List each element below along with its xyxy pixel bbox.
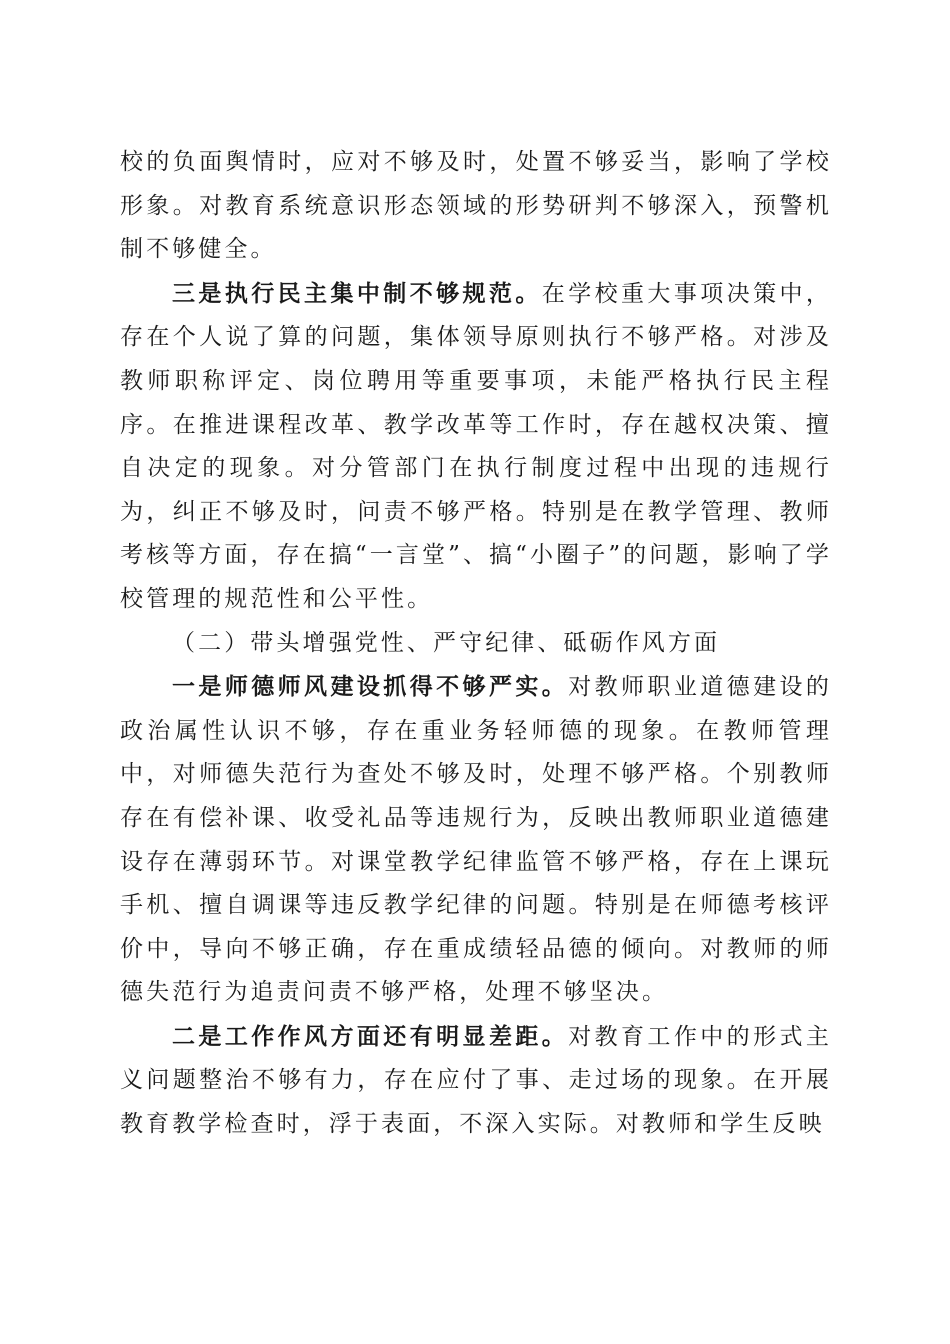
paragraph-democratic-centralism: [120, 272, 832, 622]
paragraph-text: 对教育工作中的形式主义问题整治不够有力，存在应付了事、走过场的现象。在开展教育教学检查时，浮于表面，不深入实际。对教师和学生反映: [120, 1023, 832, 1138]
section-heading: （二）带头增强党性、严守纪律、砥砺作风方面: [172, 629, 721, 656]
paragraph-text: 校的负面舆情时，应对不够及时，处置不够妥当，影响了学校形象。对教育系统意识形态领域的形势研判不够深入，预警机制不够健全。: [120, 149, 832, 263]
document-body: [120, 141, 832, 1147]
paragraph-lead: 二是工作作风方面还有明显差距。: [172, 1022, 569, 1050]
paragraph-text: 对教师职业道德建设的政治属性认识不够，存在重业务轻师德的现象。在教师管理中，对师德失范行为查处不够及时，处理不够严格。个别教师存在有偿补课、收受礼品等违规行为，反映出教师职业道德建设存在薄弱环节。对课堂教学纪律监管不够严格，存在上课玩手机、擅自调课等违反教学纪律的问题。特别是在师德考核评价中，导向不够正确，存在重成绩轻品德的倾向。对教师的师德失范行为追责问责不够严格，处理不够坚决。: [120, 674, 832, 1006]
paragraph-teacher-ethics: [120, 665, 832, 1015]
paragraph-lead: 一是师德师风建设抓得不够严实。: [172, 673, 569, 701]
paragraph-lead: 三是执行民主集中制不够规范。: [172, 279, 542, 307]
paragraph-text: 在学校重大事项决策中，存在个人说了算的问题，集体领导原则执行不够严格。对涉及教师职称评定、岗位聘用等重要事项，未能严格执行民主程序。在推进课程改革、教学改革等工作时，存在越权决策、擅自决定的现象。对分管部门在执行制度过程中出现的违规行为，纠正不够及时，问责不够严格。特别是在教学管理、教师考核等方面，存在搞“一言堂”、搞“小圈子”的问题，影响了学校管理的规范性和公平性。: [120, 280, 832, 612]
paragraph-work-style: [120, 1015, 832, 1147]
paragraph-continuation: [120, 141, 832, 272]
